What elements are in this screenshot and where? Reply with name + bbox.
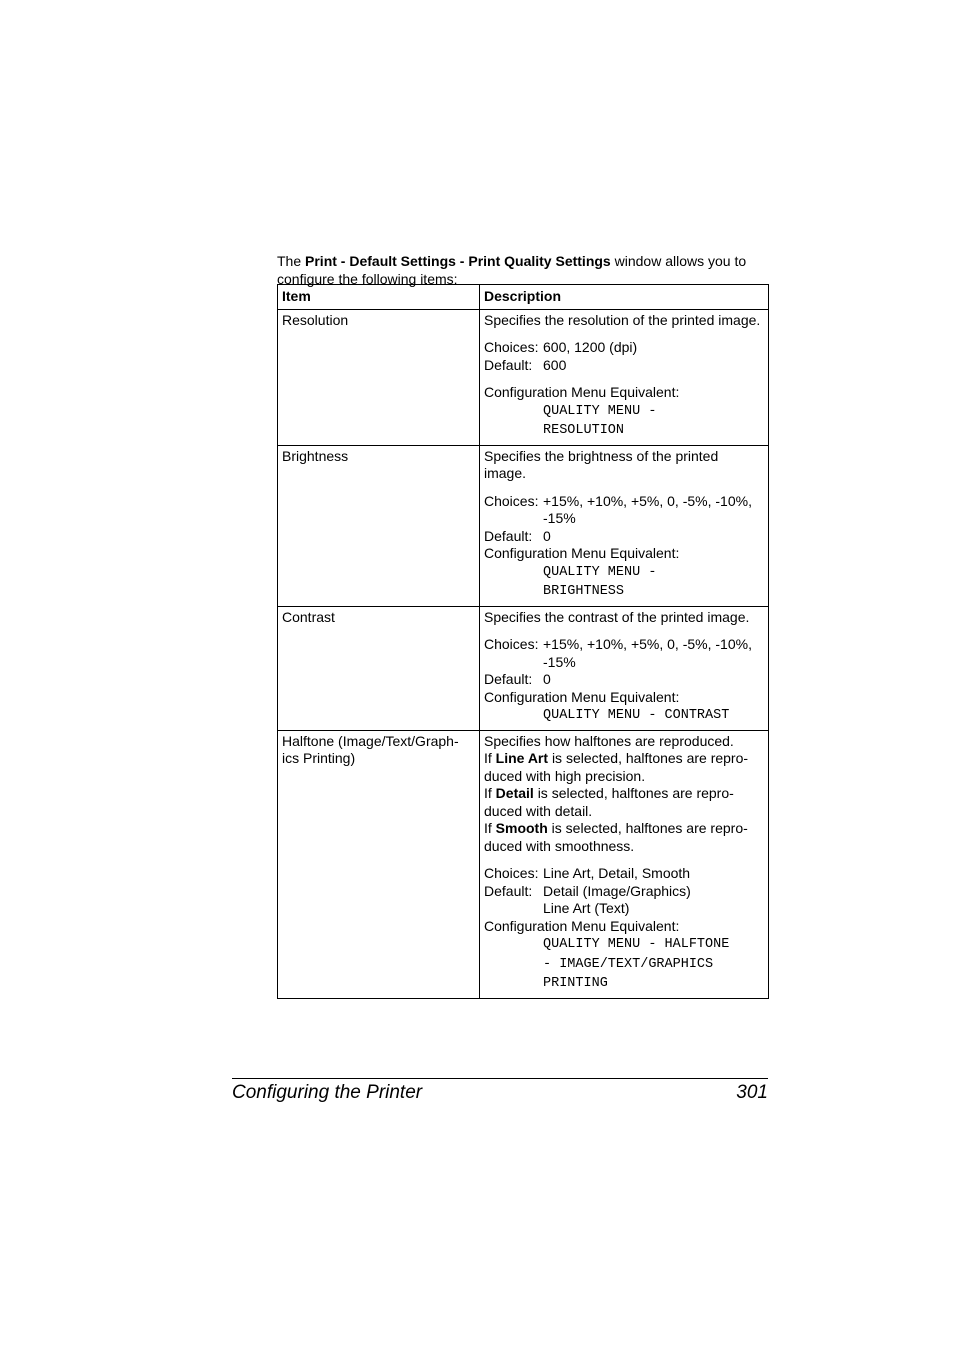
default-value: Detail (Image/Graphics) [543, 882, 691, 899]
intro-post: window allows you to configure the following items: [277, 253, 747, 287]
default-value: 600 [543, 356, 567, 373]
header-description: Description [480, 285, 769, 310]
choices-value-cont: -15% [543, 653, 576, 670]
if-word: If [484, 785, 492, 801]
default-line [484, 883, 764, 901]
description-cell [480, 606, 769, 730]
choices-value: +15%, +10%, +5%, 0, -5%, -10%, [543, 492, 752, 509]
menu-path-line: BRIGHTNESS [543, 584, 625, 599]
choices-value-cont: -15% [543, 510, 576, 526]
table-header-row [278, 285, 769, 310]
item-cell: Contrast [278, 606, 480, 730]
intro-pre: The [277, 253, 306, 269]
footer-chapter-title: Configuring the Printer [232, 1082, 423, 1103]
menu-path-line: - IMAGE/TEXT/GRAPHICS [543, 956, 714, 972]
config-label: Configuration Menu Equivalent: [484, 384, 680, 400]
menu-path-line: RESOLUTION [543, 423, 625, 438]
default-value: 0 [543, 671, 551, 687]
description-text: Specifies how halftones are reproduced. [484, 732, 734, 749]
choices-label: Choices: [484, 636, 539, 652]
if-word: If [484, 820, 492, 836]
choices-value: +15%, +10%, +5%, 0, -5%, -10%, [543, 636, 752, 652]
option-text: is selected, halftones are repro-duced with detail. [484, 785, 734, 819]
menu-path-line: QUALITY MENU - [543, 564, 657, 580]
menu-path-line: PRINTING [543, 976, 608, 991]
choices-line [484, 493, 764, 511]
choices-label: Choices: [484, 865, 539, 881]
option-smooth [484, 820, 764, 855]
choices-label: Choices: [484, 492, 539, 509]
default-value: 0 [543, 527, 551, 544]
choices-line [484, 865, 764, 883]
option-detail [484, 785, 764, 820]
description-cell [480, 730, 769, 998]
option-text: is selected, halftones are repro-duced with high precision. [484, 750, 749, 784]
table-row [278, 606, 769, 730]
option-name: Smooth [495, 820, 548, 836]
description-cell [480, 445, 769, 606]
header-item: Item [278, 285, 480, 310]
description-cell [480, 309, 769, 445]
intro-window-name: Print - Default Settings - Print Quality Settings [305, 253, 611, 269]
default-label: Default: [484, 356, 533, 373]
option-name: Line Art [495, 750, 549, 766]
if-word: If [484, 750, 492, 766]
table-row [278, 730, 769, 998]
table-row [278, 309, 769, 445]
settings-table [277, 284, 769, 999]
choices-value: Line Art, Detail, Smooth [543, 865, 691, 881]
default-label: Default: [484, 527, 533, 544]
description-text: Specifies the brightness of the printed image. [484, 447, 719, 481]
description-text: Specifies the contrast of the printed image. [484, 608, 750, 625]
option-line-art [484, 750, 764, 785]
footer-divider [232, 1078, 768, 1079]
default-label: Default: [484, 671, 533, 687]
default-line [484, 528, 764, 546]
default-value-cont: Line Art (Text) [543, 900, 630, 916]
option-text: is selected, halftones are repro-duced with smoothness. [484, 820, 748, 854]
description-text: Specifies the resolution of the printed image. [484, 311, 761, 328]
config-label: Configuration Menu Equivalent: [484, 545, 680, 561]
table-row [278, 445, 769, 606]
choices-line [484, 339, 764, 357]
config-label: Configuration Menu Equivalent: [484, 917, 680, 934]
default-label: Default: [484, 882, 533, 899]
page-number: 301 [736, 1082, 768, 1103]
item-cell: Resolution [278, 309, 480, 445]
choices-label: Choices: [484, 339, 539, 355]
default-line [484, 671, 764, 689]
choices-line [484, 636, 764, 654]
config-label: Configuration Menu Equivalent: [484, 688, 680, 705]
menu-path-line: QUALITY MENU - CONTRAST [543, 708, 730, 723]
menu-path-line: QUALITY MENU - [543, 403, 657, 419]
option-name: Detail [495, 785, 534, 801]
intro-paragraph [277, 252, 772, 288]
menu-path-line: QUALITY MENU - HALFTONE [543, 937, 730, 952]
item-cell: Brightness [278, 445, 480, 606]
choices-value: 600, 1200 (dpi) [543, 339, 638, 355]
default-line [484, 357, 764, 375]
item-cell: Halftone (Image/Text/Graph-ics Printing) [278, 730, 480, 998]
